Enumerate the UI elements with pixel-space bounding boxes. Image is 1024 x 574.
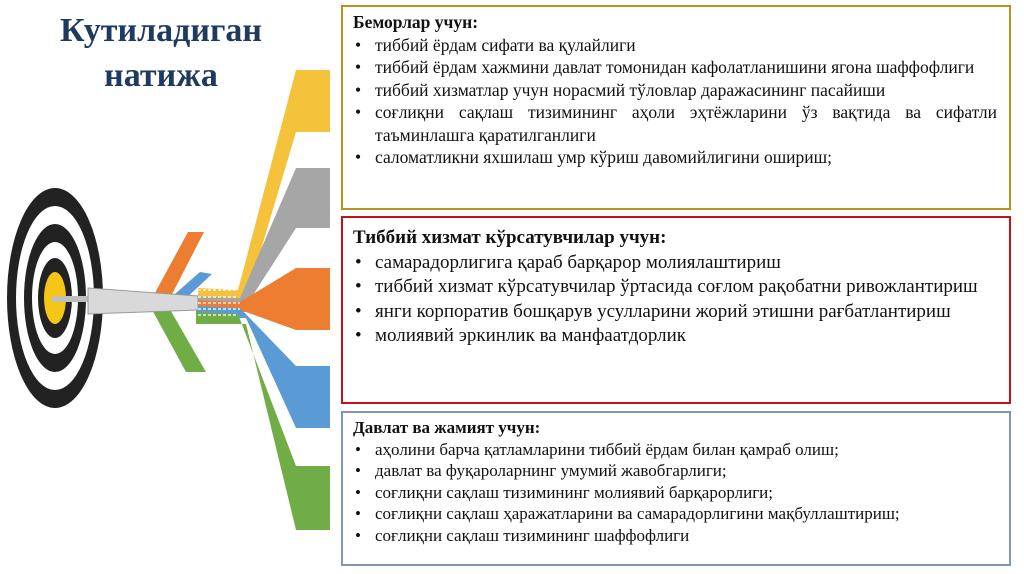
- list-item: • соғлиқни сақлаш тизимининг шаффофлиги: [353, 525, 997, 547]
- list-item: • давлат ва фуқароларнинг умумий жавобгарлиги;: [353, 460, 997, 482]
- providers-section: [341, 216, 1011, 404]
- target-arrow-graphic: [0, 0, 345, 574]
- list-item: • тиббий ёрдам сифати ва қулайлиги: [353, 34, 997, 57]
- list-item: • соғлиқни сақлаш ҳаражатларини ва самарадорлигини мақбуллаштириш;: [353, 503, 997, 525]
- list-item: • тиббий ёрдам хажмини давлат томонидан кафолатланишини ягона шаффофлиги: [353, 56, 997, 79]
- list-item: • молиявий эркинлик ва манфаатдорлик: [353, 324, 997, 349]
- list-item: • тиббий хизмат кўрсатувчилар ўртасида соғлом рақобатни ривожлантириш: [353, 275, 997, 300]
- section-heading: Давлат ва жамият учун:: [353, 418, 541, 437]
- list-item: • янги корпоратив бошқарув усулларини жорий этишни рағбатлантириш: [353, 300, 997, 325]
- section-heading: Тиббий хизмат кўрсатувчилар учун:: [353, 227, 667, 248]
- state-society-section: [341, 411, 1011, 566]
- list-item: • тиббий хизматлар учун норасмий тўловлар даражасининг пасайиши: [353, 79, 997, 102]
- title-line-1: Кутиладиган: [60, 12, 262, 49]
- bullet-list: [353, 251, 997, 349]
- section-heading: Беморлар учун:: [353, 12, 479, 32]
- list-item: • соғлиқни сақлаш тизимининг молиявий барқарорлиги;: [353, 482, 997, 504]
- list-item: • аҳолини барча қатламларини тиббий ёрдам билан қамраб олиш;: [353, 439, 997, 461]
- list-item: • саломатликни яхшилаш умр кўриш давомийлигини ошириш;: [353, 146, 997, 169]
- title-line-2: натижа: [104, 57, 218, 94]
- patients-section: [341, 5, 1011, 210]
- ribbons: [196, 70, 330, 530]
- bullet-list: [353, 34, 997, 169]
- bullet-list: [353, 439, 997, 547]
- list-item: • соғлиқни сақлаш тизимининг аҳоли эҳтёжларини ўз вақтида ва сифатли таъминлашга қаратилганлиги: [353, 101, 997, 146]
- list-item: • самарадорлигига қараб барқарор молиялаштириш: [353, 251, 997, 276]
